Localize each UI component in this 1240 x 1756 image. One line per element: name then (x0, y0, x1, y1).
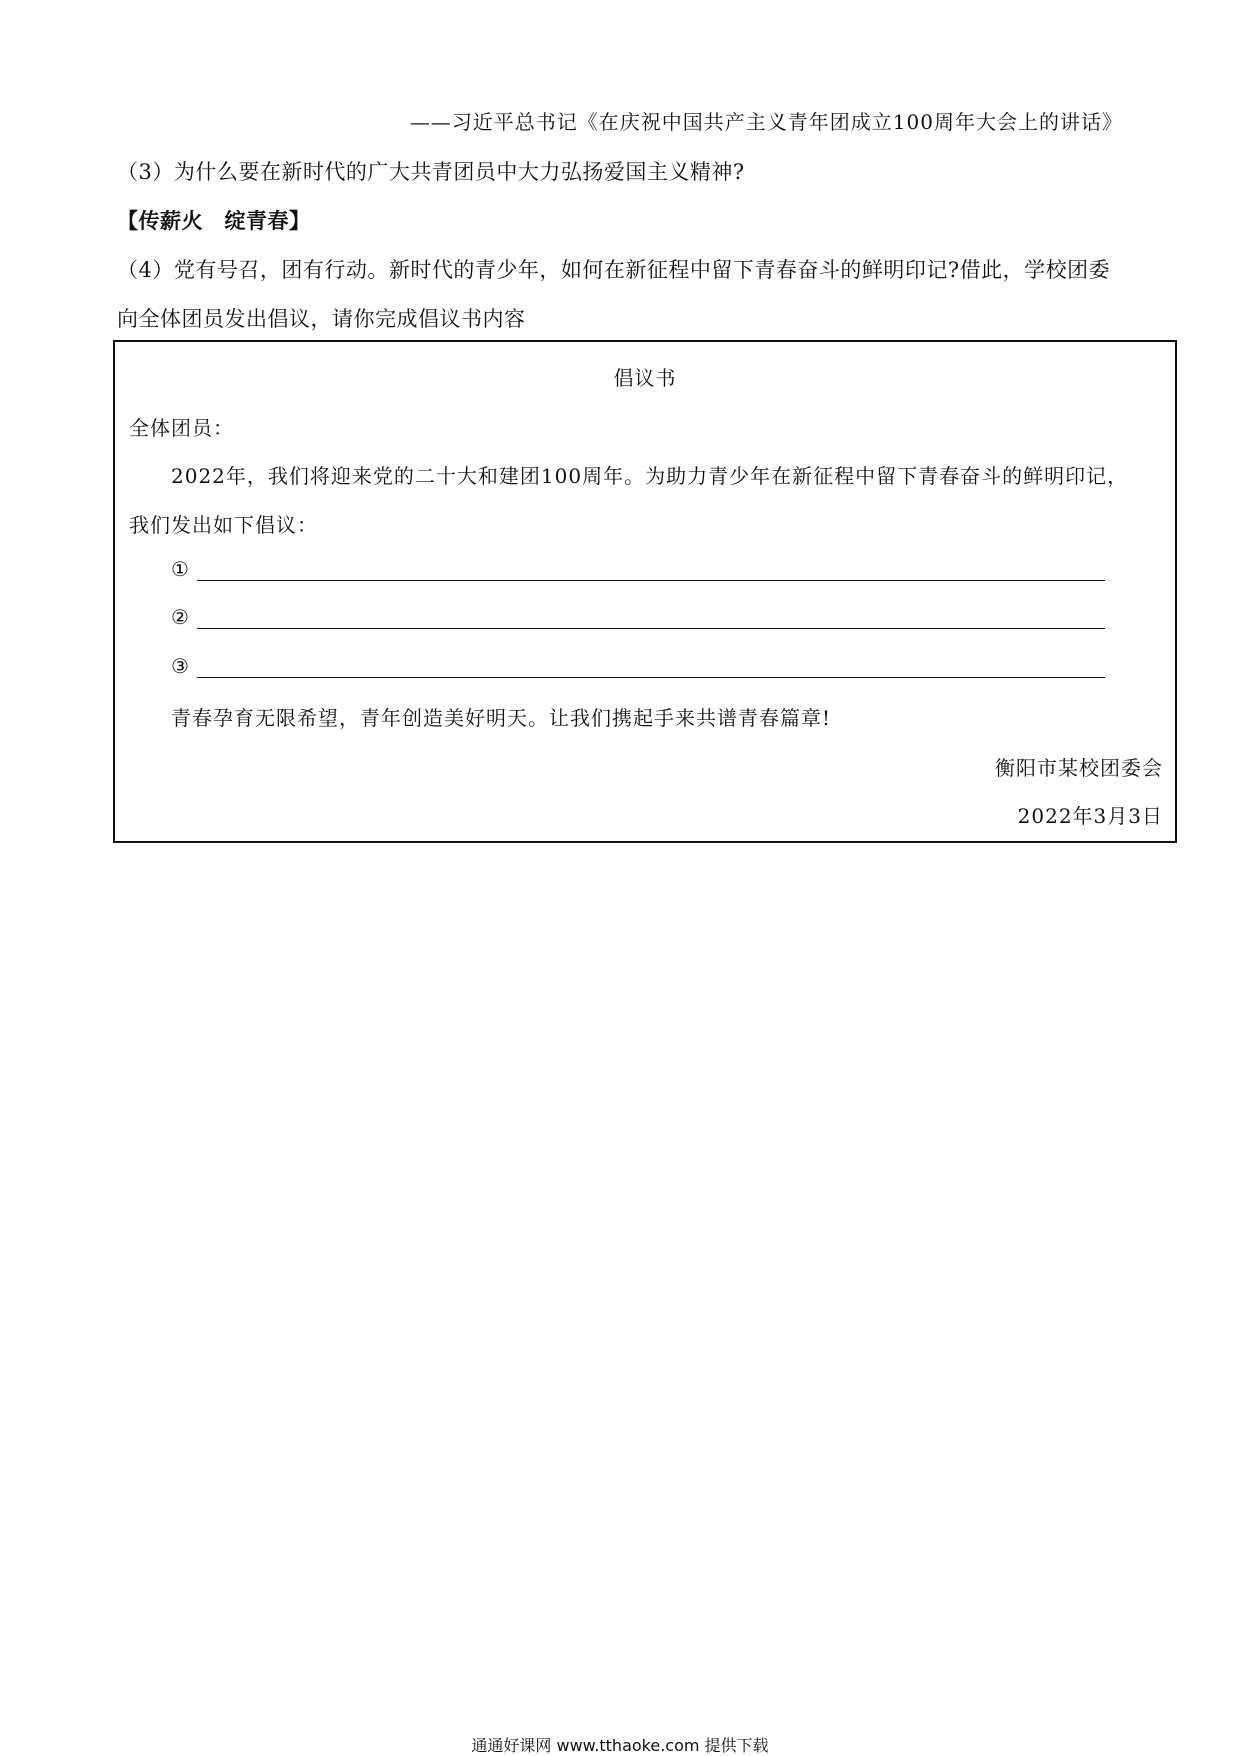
proposal-salutation: 全体团员： (129, 416, 234, 440)
answer-blank-2[interactable] (197, 604, 1105, 629)
proposal-title: 倡议书 (613, 366, 677, 390)
page-footer: 通通好课网 www.tthaoke.com 提供下载 (471, 1736, 769, 1755)
proposal-item-2 (171, 604, 1105, 629)
quote-source: ——习近平总书记《在庆祝中国共产主义青年团成立100周年大会上的讲话》 (409, 110, 1123, 134)
section-title: 【传薪火 绽青春】 (117, 208, 311, 233)
proposal-date: 2022年3月3日 (1017, 804, 1163, 828)
proposal-item-1 (171, 556, 1105, 581)
proposal-closing: 青春孕育无限希望，青年创造美好明天。让我们携起手来共谱青春篇章! (171, 706, 832, 730)
question-4-line-1: （4）党有号召，团有行动。新时代的青少年，如何在新征程中留下青春奋斗的鲜明印记?借此，学校团委 (117, 258, 1111, 282)
answer-blank-1[interactable] (197, 556, 1105, 581)
item-number: ② (171, 605, 190, 629)
proposal-signature: 衡阳市某校团委会 (995, 756, 1163, 780)
answer-blank-3[interactable] (197, 653, 1105, 678)
proposal-paragraph-line-2: 我们发出如下倡议： (129, 513, 318, 537)
proposal-item-3 (171, 653, 1105, 678)
item-number: ③ (171, 654, 190, 678)
question-3: （3）为什么要在新时代的广大共青团员中大力弘扬爱国主义精神? (117, 160, 745, 184)
proposal-paragraph-line-1: 2022年，我们将迎来党的二十大和建团100周年。为助力青少年在新征程中留下青春奋斗的鲜明印记， (171, 464, 1129, 488)
proposal-box (113, 340, 1177, 843)
item-number: ① (171, 557, 190, 581)
question-4-line-2: 向全体团员发出倡议，请你完成倡议书内容 (117, 307, 526, 331)
